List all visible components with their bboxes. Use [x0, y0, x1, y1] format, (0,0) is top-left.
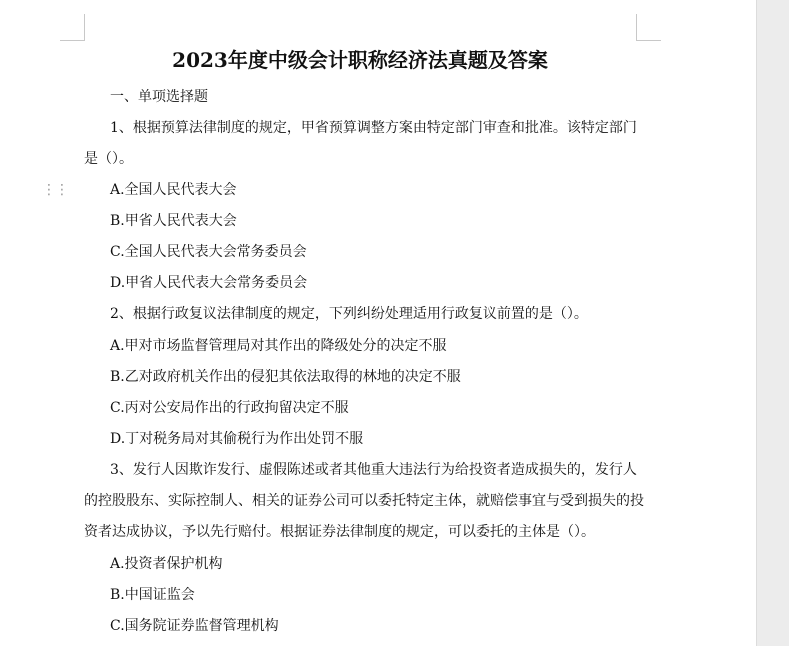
page-margin-mark-top-left [60, 14, 85, 41]
question-3-option-a: A.投资者保护机构 [110, 556, 223, 572]
section-heading: 一、单项选择题 [110, 89, 208, 105]
question-2-option-c: C.丙对公安局作出的行政拘留决定不服 [110, 400, 349, 416]
right-scroll-gutter[interactable] [756, 0, 789, 646]
question-1-option-c: C.全国人民代表大会常务委员会 [110, 244, 307, 260]
drag-handle-icon[interactable]: ⋮⋮ [42, 182, 68, 198]
question-1-text: 是（）。 [84, 151, 133, 167]
page-margin-mark-top-right [636, 14, 661, 41]
question-1-text: 1、根据预算法律制度的规定，甲省预算调整方案由特定部门审查和批准。该特定部门 [110, 120, 637, 136]
question-2-text: 2、根据行政复议法律制度的规定，下列纠纷处理适用行政复议前置的是（）。 [110, 306, 588, 322]
question-3-option-b: B.中国证监会 [110, 587, 195, 603]
question-1-option-a: A.全国人民代表大会 [110, 182, 237, 198]
question-3-text: 3、发行人因欺诈发行、虚假陈述或者其他重大违法行为给投资者造成损失的，发行人 [110, 462, 637, 478]
question-3-text: 资者达成协议，予以先行赔付。根据证券法律制度的规定，可以委托的主体是（）。 [84, 524, 595, 540]
question-2-option-a: A.甲对市场监督管理局对其作出的降级处分的决定不服 [110, 338, 447, 354]
question-1-option-d: D.甲省人民代表大会常务委员会 [110, 275, 308, 291]
question-3-text: 的控股股东、实际控制人、相关的证券公司可以委托特定主体，就赔偿事宜与受到损失的投 [84, 493, 644, 509]
question-3-option-c: C.国务院证券监督管理机构 [110, 618, 279, 634]
document-title: 2023年度中级会计职称经济法真题及答案 [172, 48, 548, 72]
question-2-option-d: D.丁对税务局对其偷税行为作出处罚不服 [110, 431, 364, 447]
question-2-option-b: B.乙对政府机关作出的侵犯其依法取得的林地的决定不服 [110, 369, 461, 385]
question-1-option-b: B.甲省人民代表大会 [110, 213, 237, 229]
